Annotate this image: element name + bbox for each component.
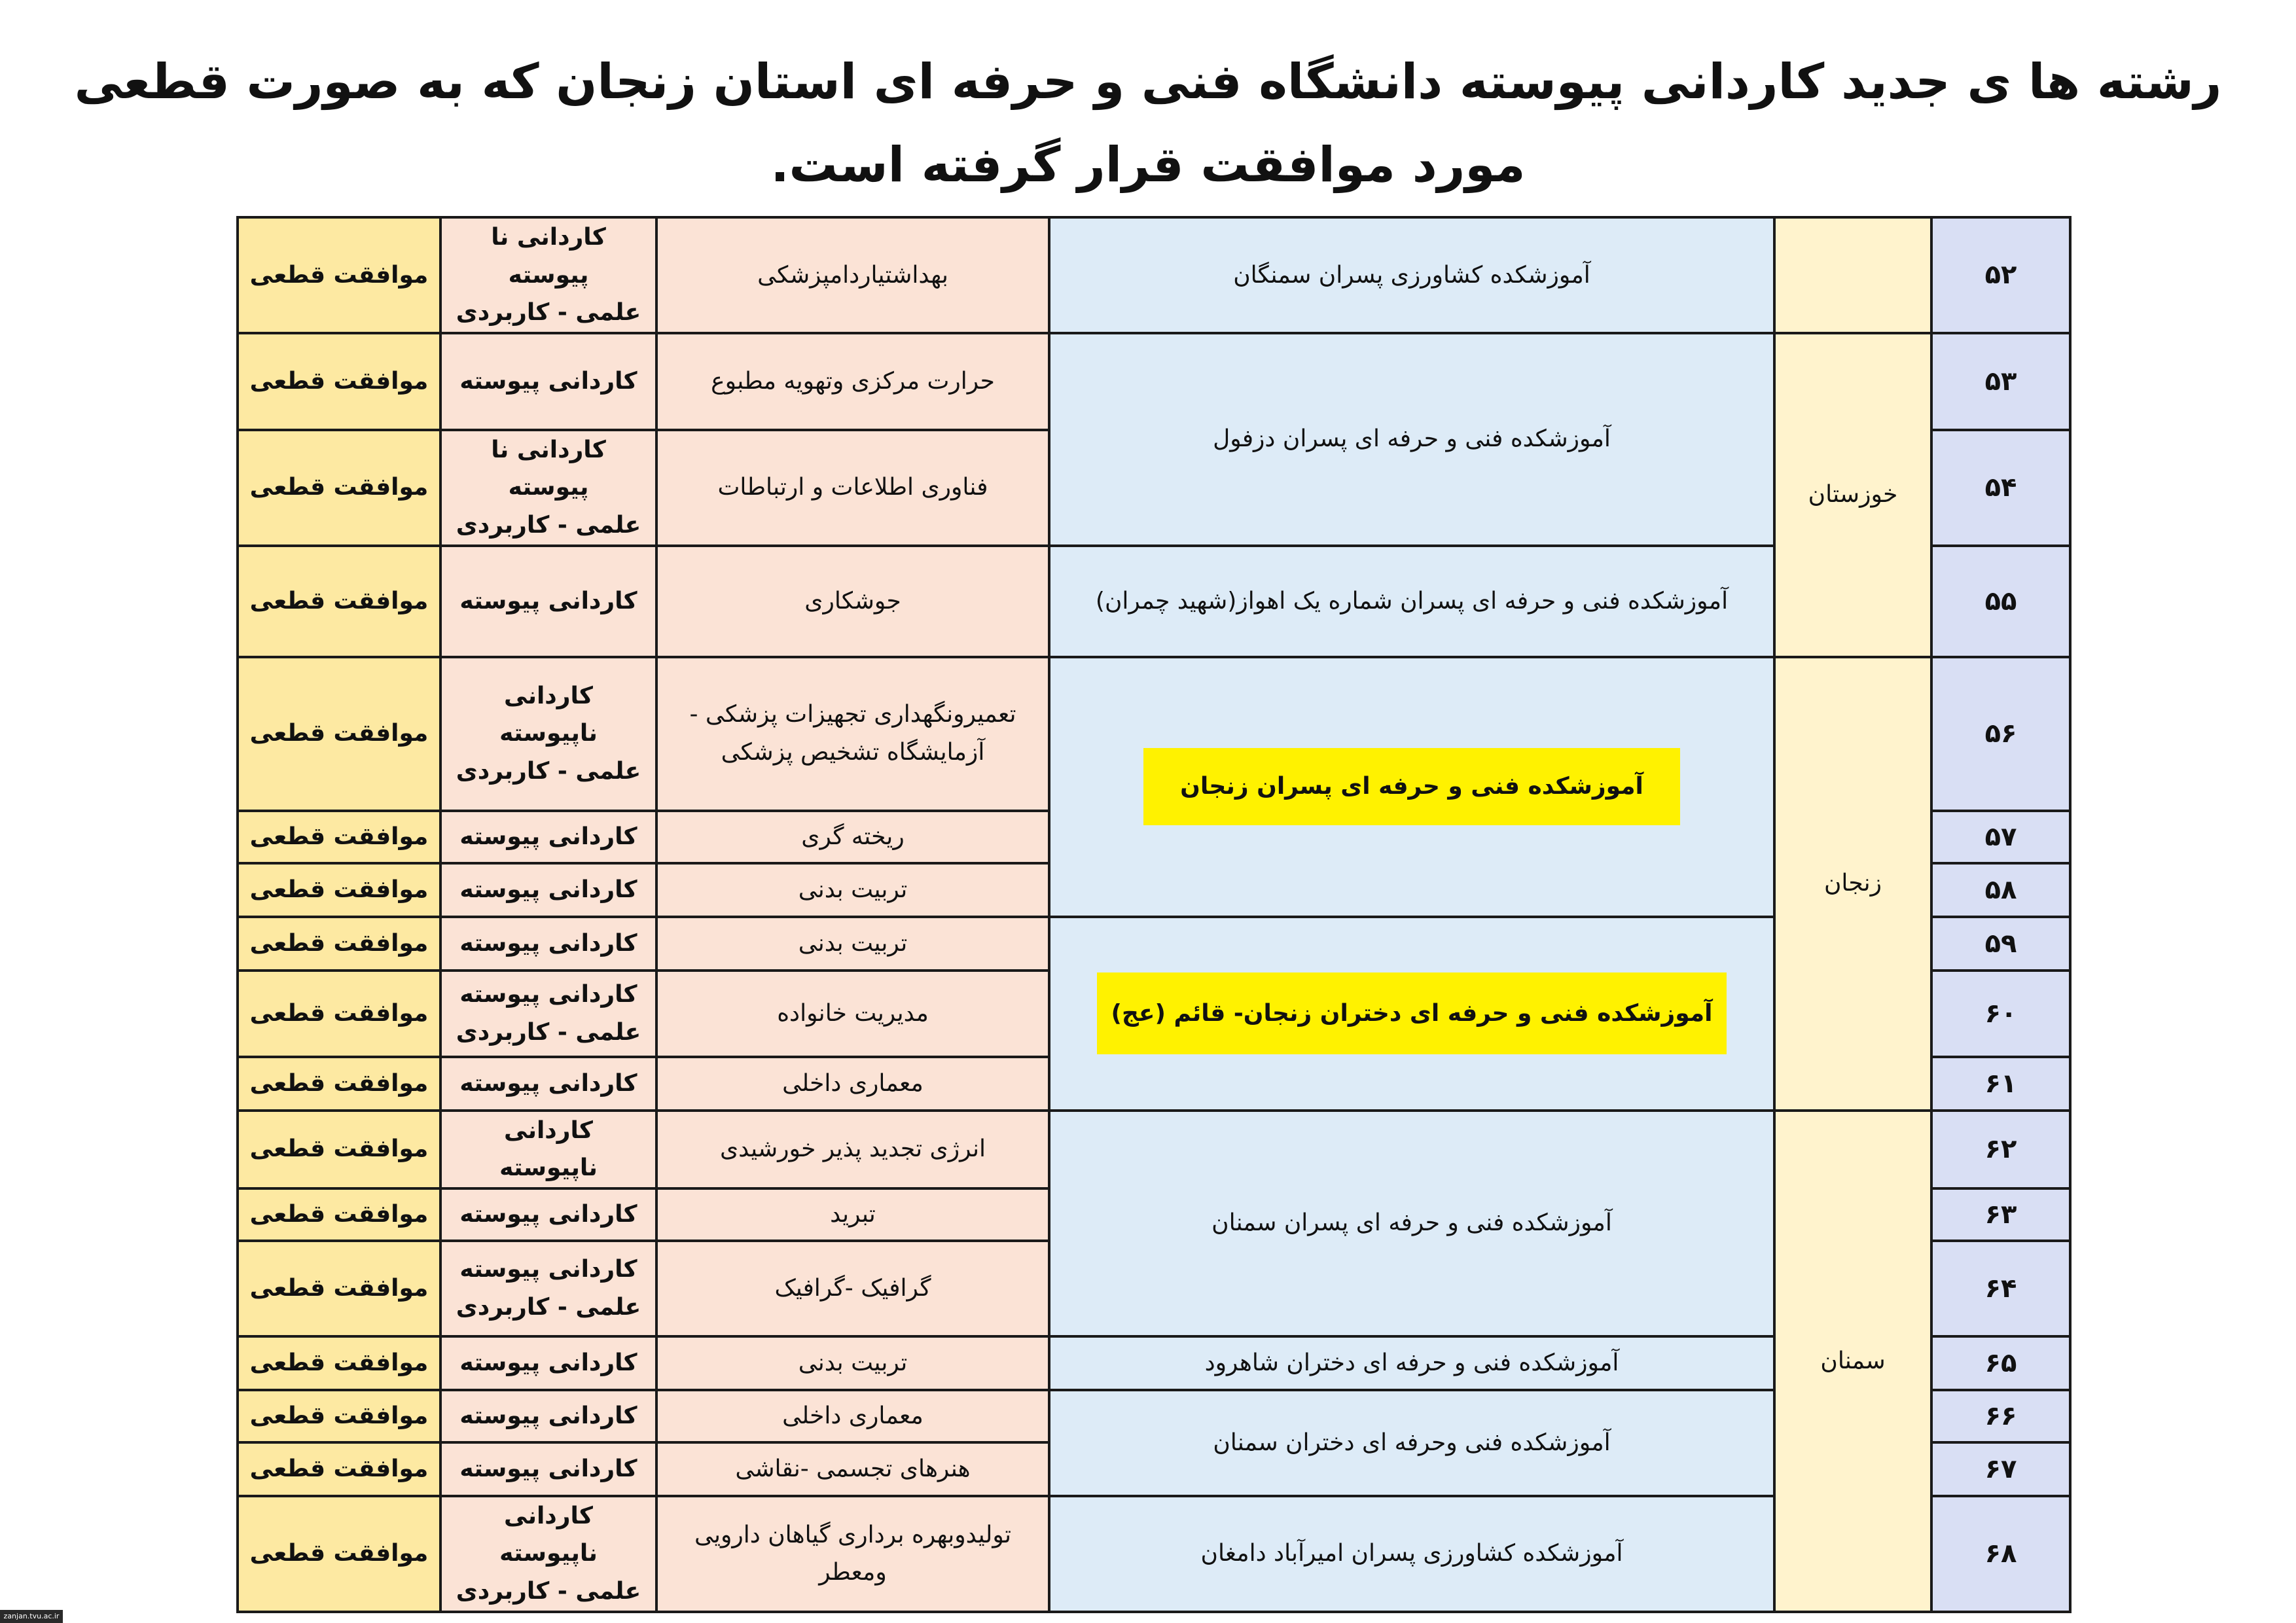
row-number: ۶۳: [1931, 1188, 2070, 1241]
field-cell: گرافیک -گرافیک: [656, 1241, 1049, 1336]
row-number: ۵۹: [1931, 917, 2070, 971]
row-number: ۶۶: [1931, 1390, 2070, 1442]
status-cell: موافقت قطعی: [238, 546, 440, 657]
degree-type-cell: کاردانی پیوسته علمی - کاربردی: [440, 1241, 656, 1336]
status-cell: موافقت قطعی: [238, 1188, 440, 1241]
document-title-line-2: مورد موافقت قرار گرفته است.: [770, 137, 1526, 193]
degree-type-cell: کاردانی ناپیوسته: [440, 1111, 656, 1188]
row-number: ۵۳: [1931, 333, 2070, 430]
field-cell: فناوری اطلاعات و ارتباطات: [656, 430, 1049, 546]
status-cell: موافقت قطعی: [238, 1057, 440, 1111]
province-cell: خوزستان: [1774, 333, 1931, 657]
field-cell: تولیدوبهره برداری گیاهان دارویی ومعطر: [656, 1496, 1049, 1612]
highlighted-school-name: آموزشکده فنی و حرفه ای دختران زنجان- قائم (عج): [1097, 972, 1727, 1055]
status-cell: موافقت قطعی: [238, 1390, 440, 1442]
degree-type-cell: کاردانی پیوسته: [440, 333, 656, 430]
degree-type-cell: کاردانی ناپیوسته علمی - کاربردی: [440, 657, 656, 811]
table-row: [238, 657, 2070, 811]
school-cell: [1049, 657, 1774, 917]
province-cell: سمنان: [1774, 1111, 1931, 1612]
field-cell: مدیریت خانواده: [656, 971, 1049, 1057]
province-cell: زنجان: [1774, 657, 1931, 1111]
document-title-line-1: رشته ها ی جدید کاردانی پیوسته دانشگاه فنی و حرفه ای استان زنجان که به صورت قطعی: [74, 54, 2222, 110]
field-cell: حرارت مرکزی وتهویه مطبوع: [656, 333, 1049, 430]
site-watermark-badge: zanjan.tvu.ac.ir: [0, 1610, 63, 1623]
status-cell: موافقت قطعی: [238, 917, 440, 971]
highlighted-school-name: آموزشکده فنی و حرفه ای پسران زنجان: [1143, 748, 1680, 825]
degree-type-cell: کاردانی نا پیوسته علمی - کاربردی: [440, 217, 656, 333]
degree-type-cell: کاردانی پیوسته: [440, 811, 656, 863]
row-number: ۵۶: [1931, 657, 2070, 811]
row-number: ۶۸: [1931, 1496, 2070, 1612]
degree-type-cell: کاردانی پیوسته: [440, 1188, 656, 1241]
school-cell: آموزشکده کشاورزی پسران سمنگان: [1049, 217, 1774, 333]
degree-type-cell: کاردانی پیوسته: [440, 863, 656, 917]
status-cell: موافقت قطعی: [238, 1111, 440, 1188]
field-cell: معماری داخلی: [656, 1057, 1049, 1111]
field-cell: تربیت بدنی: [656, 917, 1049, 971]
degree-type-cell: کاردانی پیوسته: [440, 1390, 656, 1442]
status-cell: موافقت قطعی: [238, 811, 440, 863]
row-number: ۵۷: [1931, 811, 2070, 863]
field-cell: ریخته گری: [656, 811, 1049, 863]
school-cell: آموزشکده فنی و حرفه ای پسران دزفول: [1049, 333, 1774, 546]
degree-type-cell: کاردانی پیوسته علمی - کاربردی: [440, 971, 656, 1057]
row-number: ۶۱: [1931, 1057, 2070, 1111]
degree-type-cell: کاردانی ناپیوسته علمی - کاربردی: [440, 1496, 656, 1612]
school-cell: آموزشکده فنی و حرفه ای دختران شاهرود: [1049, 1336, 1774, 1390]
field-cell: انرژی تجدید پذیر خورشیدی: [656, 1111, 1049, 1188]
status-cell: موافقت قطعی: [238, 333, 440, 430]
table-row: [238, 217, 2070, 333]
field-cell: تعمیرونگهداری تجهیزات پزشکی - آزمایشگاه تشخیص پزشکی: [656, 657, 1049, 811]
status-cell: موافقت قطعی: [238, 1241, 440, 1336]
degree-type-cell: کاردانی نا پیوسته علمی - کاربردی: [440, 430, 656, 546]
degree-type-cell: کاردانی پیوسته: [440, 1336, 656, 1390]
school-cell: آموزشکده کشاورزی پسران امیرآباد دامغان: [1049, 1496, 1774, 1612]
row-number: ۶۷: [1931, 1442, 2070, 1496]
status-cell: موافقت قطعی: [238, 971, 440, 1057]
status-cell: موافقت قطعی: [238, 1336, 440, 1390]
school-cell: آموزشکده فنی و حرفه ای پسران شماره یک اهواز(شهید چمران): [1049, 546, 1774, 657]
school-cell: آموزشکده فنی وحرفه ای دختران سمنان: [1049, 1390, 1774, 1496]
row-number: ۵۵: [1931, 546, 2070, 657]
status-cell: موافقت قطعی: [238, 657, 440, 811]
status-cell: موافقت قطعی: [238, 863, 440, 917]
table-row: [238, 333, 2070, 430]
row-number: ۵۴: [1931, 430, 2070, 546]
row-number: ۶۲: [1931, 1111, 2070, 1188]
field-cell: بهداشتیاردامپزشکی: [656, 217, 1049, 333]
degree-type-cell: کاردانی پیوسته: [440, 917, 656, 971]
field-cell: هنرهای تجسمی -نقاشی: [656, 1442, 1049, 1496]
status-cell: موافقت قطعی: [238, 1442, 440, 1496]
school-cell: [1049, 917, 1774, 1111]
school-cell: آموزشکده فنی و حرفه ای پسران سمنان: [1049, 1111, 1774, 1336]
status-cell: موافقت قطعی: [238, 1496, 440, 1612]
province-cell: [1774, 217, 1931, 333]
status-cell: موافقت قطعی: [238, 430, 440, 546]
field-cell: تربیت بدنی: [656, 863, 1049, 917]
row-number: ۶۰: [1931, 971, 2070, 1057]
row-number: ۶۴: [1931, 1241, 2070, 1336]
row-number: ۵۸: [1931, 863, 2070, 917]
degree-type-cell: کاردانی پیوسته: [440, 1057, 656, 1111]
degree-type-cell: کاردانی پیوسته: [440, 1442, 656, 1496]
field-cell: تبرید: [656, 1188, 1049, 1241]
field-cell: معماری داخلی: [656, 1390, 1049, 1442]
status-cell: موافقت قطعی: [238, 217, 440, 333]
row-number: ۶۵: [1931, 1336, 2070, 1390]
majors-table: [236, 216, 2072, 1613]
field-cell: جوشکاری: [656, 546, 1049, 657]
degree-type-cell: کاردانی پیوسته: [440, 546, 656, 657]
field-cell: تربیت بدنی: [656, 1336, 1049, 1390]
row-number: ۵۲: [1931, 217, 2070, 333]
table-row: [238, 1111, 2070, 1188]
